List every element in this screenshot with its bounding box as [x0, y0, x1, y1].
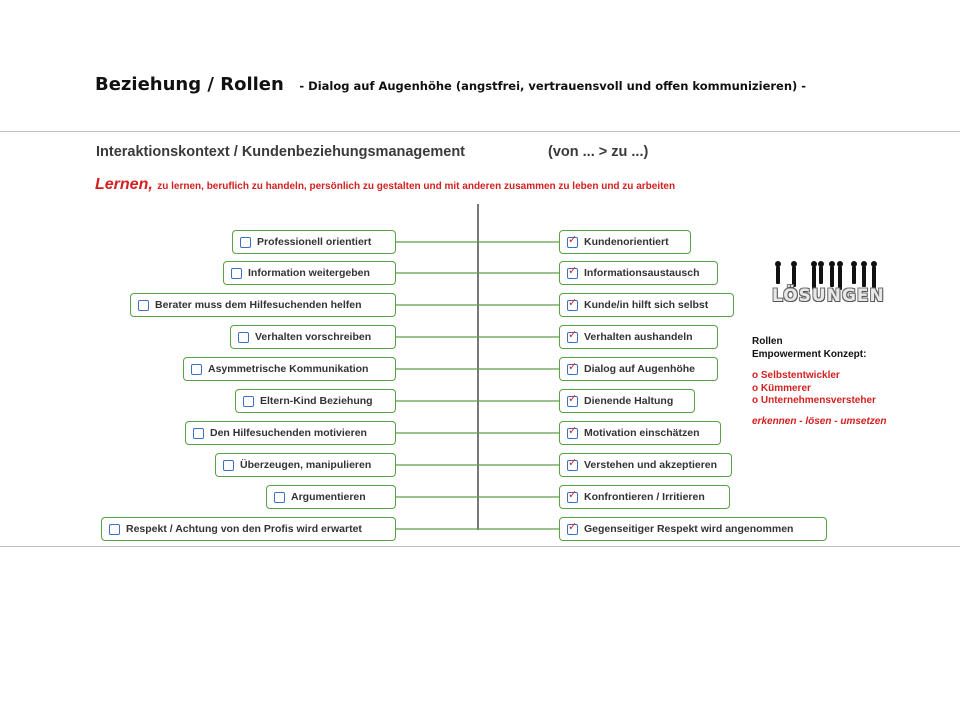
right-item-label: Dialog auf Augenhöhe: [584, 363, 696, 375]
left-item: [232, 230, 396, 254]
lernen-text: zu lernen, beruflich zu handeln, persönlich zu gestalten und mit anderen zusammen zu leben und zu arbeiten: [157, 181, 676, 192]
left-item: [266, 485, 396, 509]
role-item: o Selbstentwickler: [752, 370, 840, 381]
left-item-label: Argumentieren: [291, 491, 366, 503]
person-silhouette-icon: [852, 266, 856, 284]
person-silhouette-icon: [830, 266, 834, 287]
left-item-label: Respekt / Achtung von den Profis wird erwartet: [126, 523, 362, 535]
checkbox-icon: [191, 364, 202, 375]
left-item: [130, 293, 396, 317]
checked-checkbox-icon: [567, 492, 578, 503]
logo-text: LÖSUNGEN: [772, 286, 885, 306]
left-item-label: Den Hilfesuchenden motivieren: [210, 427, 367, 439]
left-item-label: Eltern-Kind Beziehung: [260, 395, 373, 407]
checkbox-icon: [274, 492, 285, 503]
left-item-label: Information weitergeben: [248, 267, 370, 279]
left-item: [101, 517, 396, 541]
right-item: [559, 261, 718, 285]
left-item: [183, 357, 396, 381]
role-item: o Unternehmensversteher: [752, 395, 876, 406]
checked-checkbox-icon: [567, 396, 578, 407]
checkbox-icon: [138, 300, 149, 311]
checkbox-icon: [238, 332, 249, 343]
right-item: [559, 517, 827, 541]
checked-checkbox-icon: [567, 332, 578, 343]
diagram-range: (von ... > zu ...): [548, 144, 649, 160]
checked-checkbox-icon: [567, 524, 578, 535]
left-item: [215, 453, 396, 477]
right-item: [559, 485, 730, 509]
checked-checkbox-icon: [567, 364, 578, 375]
checkbox-icon: [240, 237, 251, 248]
checkbox-icon: [223, 460, 234, 471]
lernen-word: Lernen,: [95, 176, 153, 193]
checkbox-icon: [231, 268, 242, 279]
left-item: [235, 389, 396, 413]
diagram-title-text: Interaktionskontext / Kundenbeziehungsmanagement: [96, 144, 465, 160]
left-item: [230, 325, 396, 349]
left-item-label: Professionell orientiert: [257, 236, 372, 248]
checked-checkbox-icon: [567, 428, 578, 439]
right-item: [559, 293, 734, 317]
slide-title-main: Beziehung / Rollen: [95, 74, 284, 95]
role-item: o Kümmerer: [752, 382, 811, 394]
loesungen-logo: [772, 262, 884, 318]
right-item: [559, 230, 691, 254]
checked-checkbox-icon: [567, 237, 578, 248]
right-item-label: Informationsaustausch: [584, 267, 700, 279]
roles-panel: [752, 336, 886, 428]
left-item-label: Berater muss dem Hilfesuchenden helfen: [155, 299, 362, 311]
roles-heading: Rollen: [752, 336, 783, 347]
right-item-label: Verstehen und akzeptieren: [584, 459, 718, 471]
left-item-label: Asymmetrische Kommunikation: [208, 363, 369, 375]
right-item-label: Dienende Haltung: [584, 395, 674, 407]
left-item-label: Verhalten vorschreiben: [255, 331, 372, 343]
checked-checkbox-icon: [567, 460, 578, 471]
checkbox-icon: [243, 396, 254, 407]
checkbox-icon: [193, 428, 204, 439]
person-silhouette-icon: [819, 266, 823, 284]
motto: erkennen - lösen - umsetzen: [752, 415, 887, 427]
right-item: [559, 325, 718, 349]
person-silhouette-icon: [862, 266, 866, 287]
slide-subtitle: - Dialog auf Augenhöhe (angstfrei, vertrauensvoll und offen kommunizieren) -: [299, 79, 807, 93]
checked-checkbox-icon: [567, 268, 578, 279]
right-item-label: Kundenorientiert: [584, 236, 669, 248]
left-item: [223, 261, 396, 285]
checked-checkbox-icon: [567, 300, 578, 311]
empowerment-heading: Empowerment Konzept:: [752, 348, 867, 360]
right-item: [559, 357, 718, 381]
right-item-label: Verhalten aushandeln: [584, 331, 693, 343]
right-item-label: Konfrontieren / Irritieren: [584, 491, 705, 503]
right-item-label: Gegenseitiger Respekt wird angenommen: [584, 523, 794, 535]
right-item: [559, 453, 732, 477]
left-item: [185, 421, 396, 445]
right-item: [559, 389, 695, 413]
left-item-label: Überzeugen, manipulieren: [240, 459, 372, 471]
right-item-label: Kunde/in hilft sich selbst: [584, 299, 709, 311]
person-silhouette-icon: [776, 266, 780, 284]
right-item: [559, 421, 721, 445]
right-item-label: Motivation einschätzen: [584, 427, 700, 439]
person-silhouette-icon: [792, 266, 796, 287]
checkbox-icon: [109, 524, 120, 535]
